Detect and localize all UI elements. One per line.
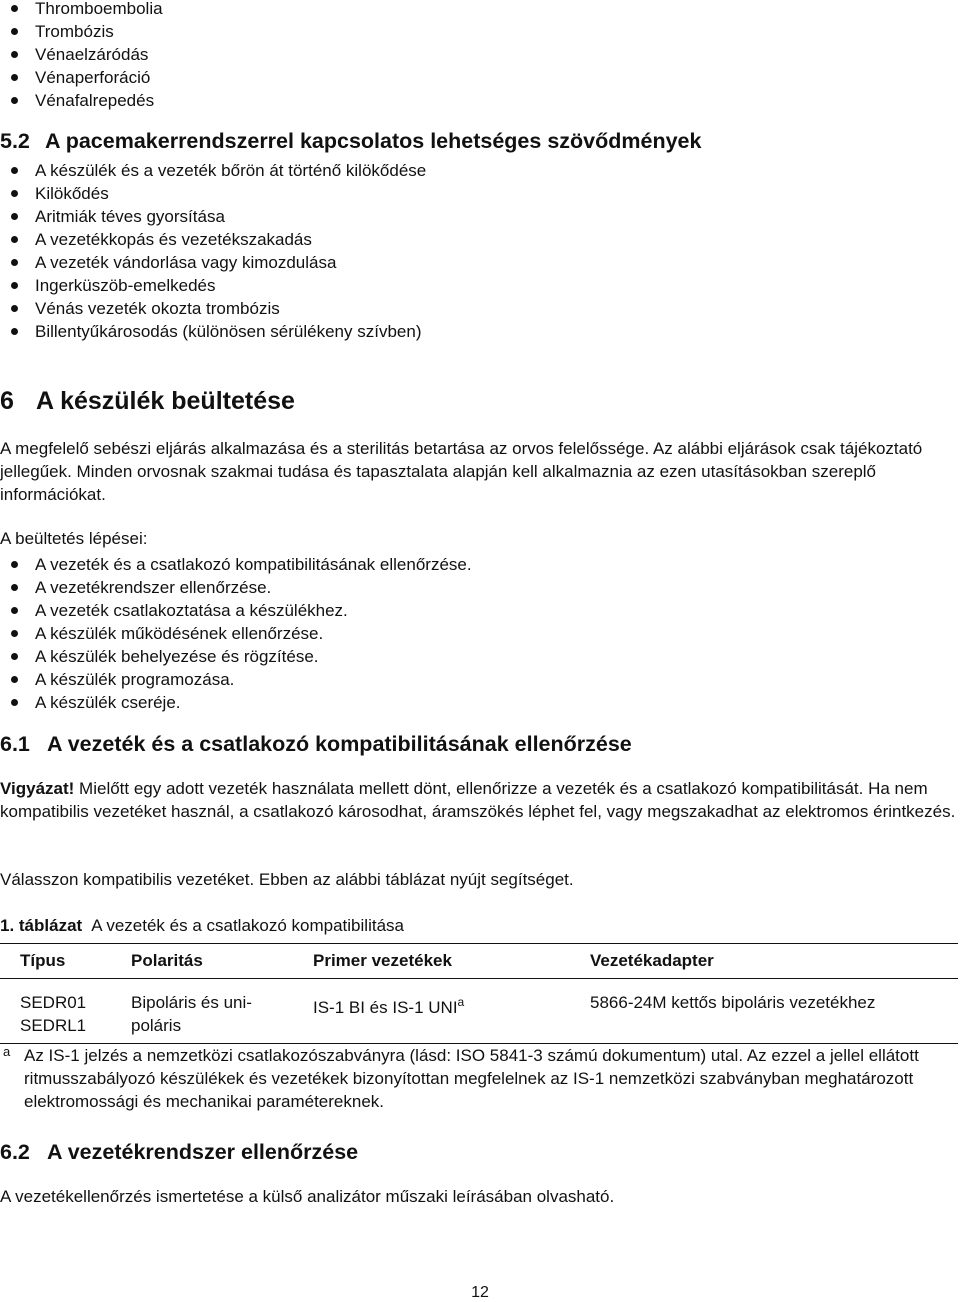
bullet-icon bbox=[11, 328, 18, 335]
column-header: Vezetékadapter bbox=[590, 944, 958, 979]
complication-list-top bbox=[0, 0, 163, 112]
table-caption: 1. táblázat A vezeték és a csatlakozó kompatibilitása bbox=[0, 916, 404, 935]
section-6-paragraph: A megfelelő sebészi eljárás alkalmazása és a sterilitás betartása az orvos felelőssége. Az alábbi eljárások csak tájékoztató jellegűek. Minden orvosnak szakmai tudása és tapasztalata alapján kell alkalmaznia az ezen utasításokban szereplő információkat. bbox=[0, 439, 923, 504]
implant-steps-intro: A beültetés lépései: bbox=[0, 529, 148, 548]
list-item: A készülék működésének ellenőrzése. bbox=[0, 622, 472, 645]
bullet-icon bbox=[11, 676, 18, 683]
bullet-icon bbox=[11, 561, 18, 568]
column-header: Polaritás bbox=[131, 944, 313, 979]
bullet-icon bbox=[11, 28, 18, 35]
list-item: Ingerküszöb-emelkedés bbox=[0, 274, 426, 297]
primary-lead-cell: IS-1 BI és IS-1 UNI$^a$ bbox=[313, 979, 590, 1044]
bullet-icon bbox=[11, 607, 18, 614]
table-footnote: a Az IS-1 jelzés a nemzetközi csatlakozószabványra (lásd: ISO 5841-3 számú dokumentum) utal. Az ezzel a jellel ellátott ritmusszabályozó készülékek és vezetékek bizonyítottan megfelelnek az IS-1 nemzetközi szabványban meghatározott elektromossági és mechanikai paramétereknek. bbox=[0, 1044, 960, 1113]
list-item: Vénás vezeték okozta trombózis bbox=[0, 297, 426, 320]
bullet-icon bbox=[11, 630, 18, 637]
bullet-icon bbox=[11, 259, 18, 266]
implant-steps-list bbox=[0, 553, 472, 714]
list-item: Trombózis bbox=[0, 20, 163, 43]
list-item: A készülék behelyezése és rögzítése. bbox=[0, 645, 472, 668]
list-item: A készülék és a vezeték bőrön át történő kilökődése bbox=[0, 159, 426, 182]
type-cell: SEDR01 SEDRL1 bbox=[0, 979, 131, 1044]
list-item: A vezetékkopás és vezetékszakadás bbox=[0, 228, 426, 251]
section-6-2-paragraph: A vezetékellenőrzés ismertetése a külső analizátor műszaki leírásában olvasható. bbox=[0, 1187, 615, 1206]
table-header-row bbox=[0, 944, 958, 979]
page-number: 12 bbox=[471, 1284, 489, 1301]
list-item: A készülék cseréje. bbox=[0, 691, 472, 714]
adapter-cell: 5866-24M kettős bipoláris vezetékhez bbox=[590, 979, 958, 1044]
footnote-mark: a bbox=[3, 1044, 11, 1059]
list-item: A készülék programozása. bbox=[0, 668, 472, 691]
bullet-icon bbox=[11, 653, 18, 660]
bullet-icon bbox=[11, 584, 18, 591]
list-item: Aritmiák téves gyorsítása bbox=[0, 205, 426, 228]
bullet-icon bbox=[11, 167, 18, 174]
bullet-icon bbox=[11, 282, 18, 289]
caution-label: Vigyázat! bbox=[0, 779, 75, 798]
bullet-icon bbox=[11, 74, 18, 81]
bullet-icon bbox=[11, 190, 18, 197]
table-row bbox=[0, 979, 958, 1044]
section-heading-6-1: 6.1 A vezeték és a csatlakozó kompatibilitásának ellenőrzése bbox=[0, 732, 632, 756]
column-header: Primer vezetékek bbox=[313, 944, 590, 979]
list-item: Vénafalrepedés bbox=[0, 89, 163, 112]
bullet-icon bbox=[11, 236, 18, 243]
list-item: A vezetékrendszer ellenőrzése. bbox=[0, 576, 472, 599]
bullet-icon bbox=[11, 305, 18, 312]
list-item: Vénaelzáródás bbox=[0, 43, 163, 66]
bullet-icon bbox=[11, 51, 18, 58]
polarity-cell: Bipoláris és uni- poláris bbox=[131, 979, 313, 1044]
list-item: Kilökődés bbox=[0, 182, 426, 205]
complication-list-system bbox=[0, 159, 426, 343]
column-header: Típus bbox=[0, 944, 131, 979]
list-item: Vénaperforáció bbox=[0, 66, 163, 89]
section-6-1-paragraph: Válasszon kompatibilis vezetéket. Ebben az alábbi táblázat nyújt segítséget. bbox=[0, 870, 574, 889]
caution-paragraph: Vigyázat! Mielőtt egy adott vezeték használata mellett dönt, ellenőrizze a vezeték és a csatlakozó kompatibilitását. Ha nem kompatibilis vezetéket használ, a csatlakozó károsodhat, áramszökés léphet fel, vagy megszakadhat az elektromos érintkezés. bbox=[0, 779, 956, 821]
footnote-ref: a bbox=[457, 995, 465, 1009]
section-heading-6: 6 A készülék beültetése bbox=[0, 387, 295, 415]
list-item: A vezeték csatlakoztatása a készülékhez. bbox=[0, 599, 472, 622]
list-item: A vezeték és a csatlakozó kompatibilitásának ellenőrzése. bbox=[0, 553, 472, 576]
list-item: A vezeték vándorlása vagy kimozdulása bbox=[0, 251, 426, 274]
list-item: Thromboembolia bbox=[0, 0, 163, 20]
section-heading-6-2: 6.2 A vezetékrendszer ellenőrzése bbox=[0, 1140, 359, 1164]
list-item: Billentyűkárosodás (különösen sérülékeny szívben) bbox=[0, 320, 426, 343]
bullet-icon bbox=[11, 699, 18, 706]
bullet-icon bbox=[11, 213, 18, 220]
bullet-icon bbox=[11, 5, 18, 12]
compatibility-table bbox=[0, 943, 958, 1044]
section-heading-5-2: 5.2 A pacemakerrendszerrel kapcsolatos lehetséges szövődmények bbox=[0, 129, 702, 153]
bullet-icon bbox=[11, 97, 18, 104]
